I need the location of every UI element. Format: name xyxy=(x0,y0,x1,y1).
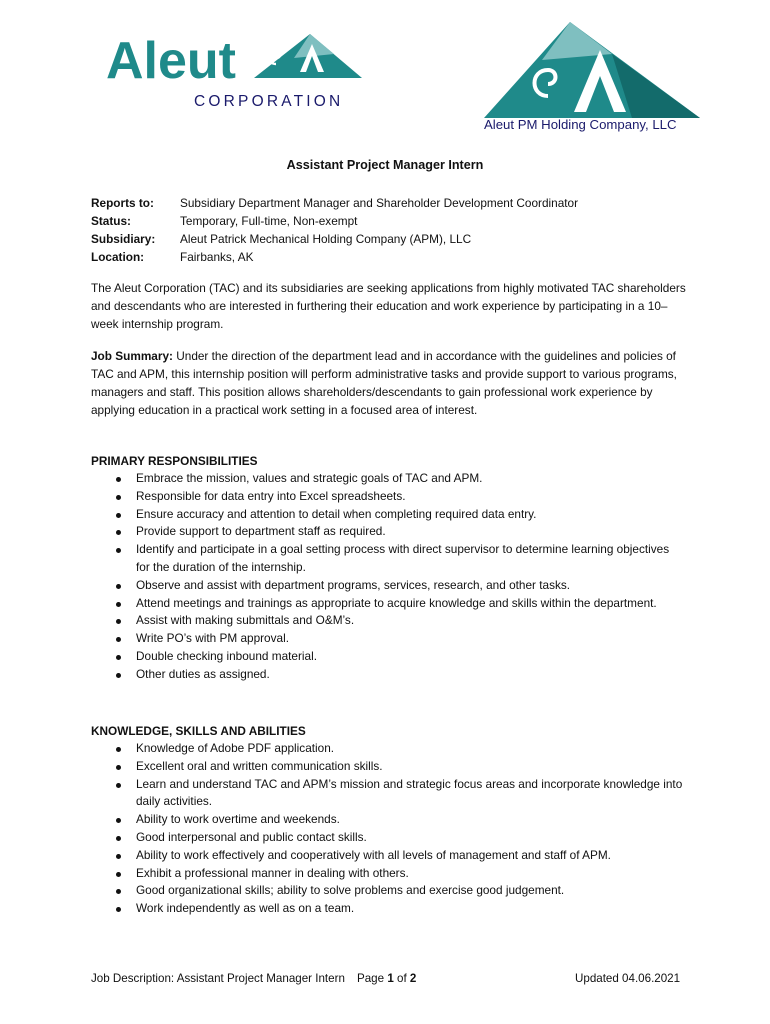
list-item xyxy=(91,847,686,865)
list-item-text: Ability to work overtime and weekends. xyxy=(136,812,340,827)
list-item-text: Other duties as assigned. xyxy=(136,666,270,681)
ksa-heading: KNOWLEDGE, SKILLS AND ABILITIES xyxy=(91,724,306,738)
list-item xyxy=(91,541,686,577)
aleut-logo-corporation: CORPORATION xyxy=(194,93,344,110)
footer-page-word: Page xyxy=(357,972,385,985)
list-item xyxy=(91,470,686,488)
bullet-icon xyxy=(116,889,121,894)
list-item-text: Double checking inbound material. xyxy=(136,648,317,663)
bullet-icon xyxy=(116,854,121,859)
list-item xyxy=(91,776,686,812)
bullet-icon xyxy=(116,765,121,770)
footer-doc-title: Job Description: Assistant Project Manager Intern xyxy=(91,972,345,985)
bullet-icon xyxy=(116,655,121,660)
list-item xyxy=(91,740,686,758)
list-item xyxy=(91,523,686,541)
bullet-icon xyxy=(116,673,121,678)
list-item xyxy=(91,829,686,847)
list-item xyxy=(91,666,686,684)
list-item-text: Embrace the mission, values and strategic goals of TAC and APM. xyxy=(136,471,483,485)
list-item xyxy=(91,612,686,630)
list-item-text: Good interpersonal and public contact skills. xyxy=(136,829,367,844)
ksa-list xyxy=(91,740,686,918)
job-summary-label: Job Summary: xyxy=(91,349,173,363)
bullet-icon xyxy=(116,747,121,752)
bullet-icon xyxy=(116,818,121,823)
info-label: Subsidiary: xyxy=(91,232,156,246)
info-row-reports-to xyxy=(91,194,578,212)
job-summary-text: Under the direction of the department lead and in accordance with the guidelines and policies of TAC and APM, this internship position will perform administrative tasks and provide support to various programs, managers and staff. This position allows shareholders/descendants to gain professional work experience by applying education in a practical work setting in a focused area of interest. xyxy=(91,349,677,417)
list-item xyxy=(91,758,686,776)
bullet-icon xyxy=(116,513,121,518)
footer-updated-date: Updated 04.06.2021 xyxy=(575,972,681,985)
footer-page-total: 2 xyxy=(409,972,417,985)
aleut-corporation-logo xyxy=(104,28,366,112)
job-summary-paragraph xyxy=(91,347,686,419)
list-item-text: Ensure accuracy and attention to detail when completing required data entry. xyxy=(136,506,537,521)
list-item-text: Good organizational skills; ability to solve problems and exercise good judgement. xyxy=(136,883,565,898)
bullet-icon xyxy=(116,637,121,642)
bullet-icon xyxy=(116,495,121,500)
bullet-icon xyxy=(116,836,121,841)
info-value: Fairbanks, AK xyxy=(180,250,254,264)
list-item xyxy=(91,577,686,595)
list-item-text: Excellent oral and written communication skills. xyxy=(136,758,383,773)
bullet-icon xyxy=(116,907,121,912)
bullet-icon xyxy=(116,548,121,553)
bullet-icon xyxy=(116,872,121,877)
list-item xyxy=(91,900,686,918)
info-row-subsidiary xyxy=(91,230,578,248)
list-item-text: Write PO’s with PM approval. xyxy=(136,631,289,646)
info-row-status xyxy=(91,212,578,230)
list-item xyxy=(91,630,686,648)
responsibilities-heading: PRIMARY RESPONSIBILITIES xyxy=(91,454,258,468)
intro-paragraph: The Aleut Corporation (TAC) and its subsidiaries are seeking applications from highly motivated TAC shareholders and descendants who are interested in furthering their education and work experience by participating in a 10–week internship program. xyxy=(91,281,686,331)
list-item xyxy=(91,865,686,883)
list-item-text: Assist with making submittals and O&M’s. xyxy=(136,613,355,628)
job-info-block xyxy=(91,194,578,266)
bullet-icon xyxy=(116,530,121,535)
apm-logo-caption: Aleut PM Holding Company, LLC xyxy=(484,117,677,132)
footer-page-current: 1 xyxy=(387,972,394,985)
info-label: Status: xyxy=(91,214,131,228)
list-item xyxy=(91,882,686,900)
list-item-text: Exhibit a professional manner in dealing with others. xyxy=(136,865,409,880)
list-item xyxy=(91,595,686,613)
list-item-text: Responsible for data entry into Excel spreadsheets. xyxy=(136,488,406,503)
responsibilities-list xyxy=(91,470,686,684)
info-value: Subsidiary Department Manager and Shareholder Development Coordinator xyxy=(180,196,579,210)
bullet-icon xyxy=(116,783,121,788)
bullet-icon xyxy=(116,477,121,482)
info-row-location xyxy=(91,248,578,266)
aleut-logo-wordmark: Aleut xyxy=(106,32,236,90)
list-item-text: Ability to work effectively and cooperatively with all levels of management and staff of APM. xyxy=(136,847,611,862)
list-item-text: Observe and assist with department programs, services, research, and other tasks. xyxy=(136,577,571,592)
bullet-icon xyxy=(116,602,121,607)
bullet-icon xyxy=(116,619,121,624)
info-label: Location: xyxy=(91,250,145,264)
list-item xyxy=(91,811,686,829)
footer-of-word: of xyxy=(397,972,407,985)
list-item-text: Provide support to department staff as required. xyxy=(136,524,386,539)
list-item xyxy=(91,506,686,524)
footer-page-number xyxy=(357,972,416,985)
list-item-text: Identify and participate in a goal setting process with direct supervisor to determine learning objectives for the duration of the internship. xyxy=(136,542,670,574)
list-item-text: Knowledge of Adobe PDF application. xyxy=(136,741,335,755)
list-item-text: Learn and understand TAC and APM’s mission and strategic focus areas and incorporate knowledge into daily activities. xyxy=(136,776,683,809)
info-value: Aleut Patrick Mechanical Holding Company (APM), LLC xyxy=(180,232,472,246)
list-item xyxy=(91,648,686,666)
info-label: Reports to: xyxy=(91,196,154,210)
list-item-text: Attend meetings and trainings as appropriate to acquire knowledge and skills within the department. xyxy=(136,595,657,610)
bullet-icon xyxy=(116,584,121,589)
list-item-text: Work independently as well as on a team. xyxy=(136,901,355,916)
info-value: Temporary, Full-time, Non-exempt xyxy=(180,214,358,228)
list-item xyxy=(91,488,686,506)
page-title: Assistant Project Manager Intern xyxy=(286,158,484,172)
